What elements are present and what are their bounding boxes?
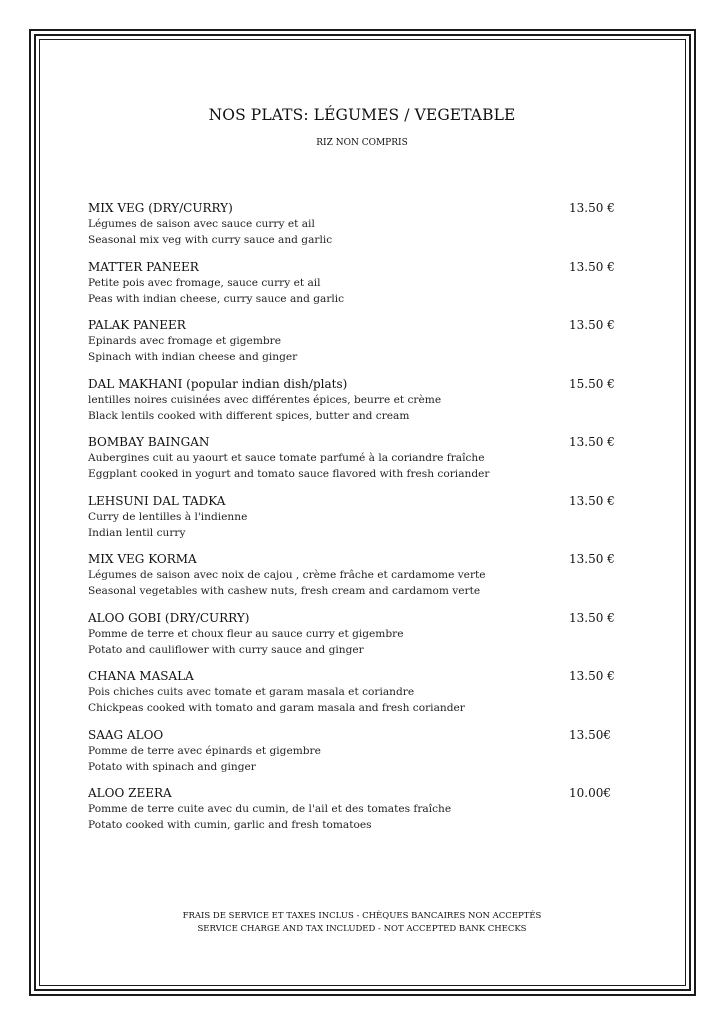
dish-price: 13.50 € bbox=[569, 552, 615, 566]
dish-description-en: Spinach with indian cheese and ginger bbox=[88, 351, 298, 363]
dish-name: ALOO GOBI (DRY/CURRY) bbox=[88, 610, 250, 625]
dish-name: SAAG ALOO bbox=[88, 727, 164, 742]
dish-name: LEHSUNI DAL TADKA bbox=[88, 493, 226, 508]
dish-price: 13.50 € bbox=[569, 318, 615, 332]
menu-item bbox=[88, 610, 618, 669]
dish-name: DAL MAKHANI (popular indian dish/plats) bbox=[88, 376, 348, 391]
menu-item bbox=[88, 317, 618, 376]
dish-description-en: Potato cooked with cumin, garlic and fresh tomatoes bbox=[88, 819, 372, 831]
menu-item bbox=[88, 434, 618, 493]
menu-item bbox=[88, 551, 618, 610]
dish-description-fr: Curry de lentilles à l'indienne bbox=[88, 510, 248, 523]
dish-price: 13.50 € bbox=[569, 669, 615, 683]
dish-description-en: Seasonal mix veg with curry sauce and garlic bbox=[88, 234, 333, 246]
dish-price: 13.50 € bbox=[569, 435, 615, 449]
dish-description-fr: Pois chiches cuits avec tomate et garam masala et coriandre bbox=[88, 686, 415, 698]
menu-item bbox=[88, 376, 618, 435]
menu-item bbox=[88, 200, 618, 259]
dish-description-fr: Légumes de saison avec sauce curry et ail bbox=[88, 218, 315, 230]
dish-description-fr: Pomme de terre cuite avec du cumin, de l'ail et des tomates fraîche bbox=[88, 803, 452, 815]
page-subtitle: RIZ NON COMPRIS bbox=[316, 138, 408, 148]
dish-description-en: Indian lentil curry bbox=[88, 526, 186, 539]
dish-price: 15.50 € bbox=[569, 376, 615, 391]
dish-description-en: Seasonal vegetables with cashew nuts, fresh cream and cardamom verte bbox=[88, 585, 481, 597]
dish-name: MATTER PANEER bbox=[88, 259, 199, 274]
dish-description-fr: Pomme de terre avec épinards et gigembre bbox=[88, 744, 321, 757]
dish-description-en: Black lentils cooked with different spices, butter and cream bbox=[88, 409, 410, 422]
menu-item bbox=[88, 259, 618, 318]
dish-name: MIX VEG KORMA bbox=[88, 552, 197, 566]
footer-note-en: SERVICE CHARGE AND TAX INCLUDED - NOT ACCEPTED BANK CHECKS bbox=[197, 924, 527, 934]
dish-description-en: Chickpeas cooked with tomato and garam masala and fresh coriander bbox=[88, 702, 465, 714]
dish-price: 13.50 € bbox=[569, 259, 615, 274]
dish-name: ALOO ZEERA bbox=[88, 786, 172, 800]
page-title: NOS PLATS: LÉGUMES / VEGETABLE bbox=[208, 106, 516, 124]
dish-description-en: Potato and cauliflower with curry sauce and ginger bbox=[88, 643, 364, 656]
menu-item bbox=[88, 785, 618, 844]
menu-item bbox=[88, 727, 618, 786]
dish-price: 13.50 € bbox=[569, 610, 615, 625]
dish-name: BOMBAY BAINGAN bbox=[88, 435, 210, 449]
footer-note-fr: FRAIS DE SERVICE ET TAXES INCLUS - CHÈQUES BANCAIRES NON ACCEPTÉS bbox=[182, 911, 542, 921]
menu-item bbox=[88, 493, 618, 552]
dish-description-fr: Pomme de terre et choux fleur au sauce curry et gigembre bbox=[88, 627, 404, 640]
dish-description-en: Eggplant cooked in yogurt and tomato sauce flavored with fresh coriander bbox=[88, 468, 490, 480]
dish-description-fr: Petite pois avec fromage, sauce curry et ail bbox=[88, 276, 321, 289]
dish-price: 13.50 € bbox=[569, 201, 615, 215]
dish-name: CHANA MASALA bbox=[88, 669, 194, 683]
dish-price: 13.50 € bbox=[569, 493, 615, 508]
dish-description-en: Peas with indian cheese, curry sauce and garlic bbox=[88, 292, 345, 305]
dish-description-en: Potato with spinach and ginger bbox=[88, 760, 256, 773]
menu-list bbox=[88, 200, 618, 844]
dish-price: 10.00€ bbox=[569, 786, 611, 800]
dish-name: PALAK PANEER bbox=[88, 318, 186, 332]
dish-price: 13.50€ bbox=[569, 727, 611, 742]
dish-description-fr: Aubergines cuit au yaourt et sauce tomate parfumé à la coriandre fraîche bbox=[88, 452, 485, 464]
dish-name: MIX VEG (DRY/CURRY) bbox=[88, 201, 233, 215]
dish-description-fr: Epinards avec fromage et gigembre bbox=[88, 335, 281, 347]
dish-description-fr: lentilles noires cuisinées avec différentes épices, beurre et crème bbox=[88, 393, 442, 406]
dish-description-fr: Légumes de saison avec noix de cajou , crème frâche et cardamome verte bbox=[88, 569, 486, 581]
menu-item bbox=[88, 668, 618, 727]
